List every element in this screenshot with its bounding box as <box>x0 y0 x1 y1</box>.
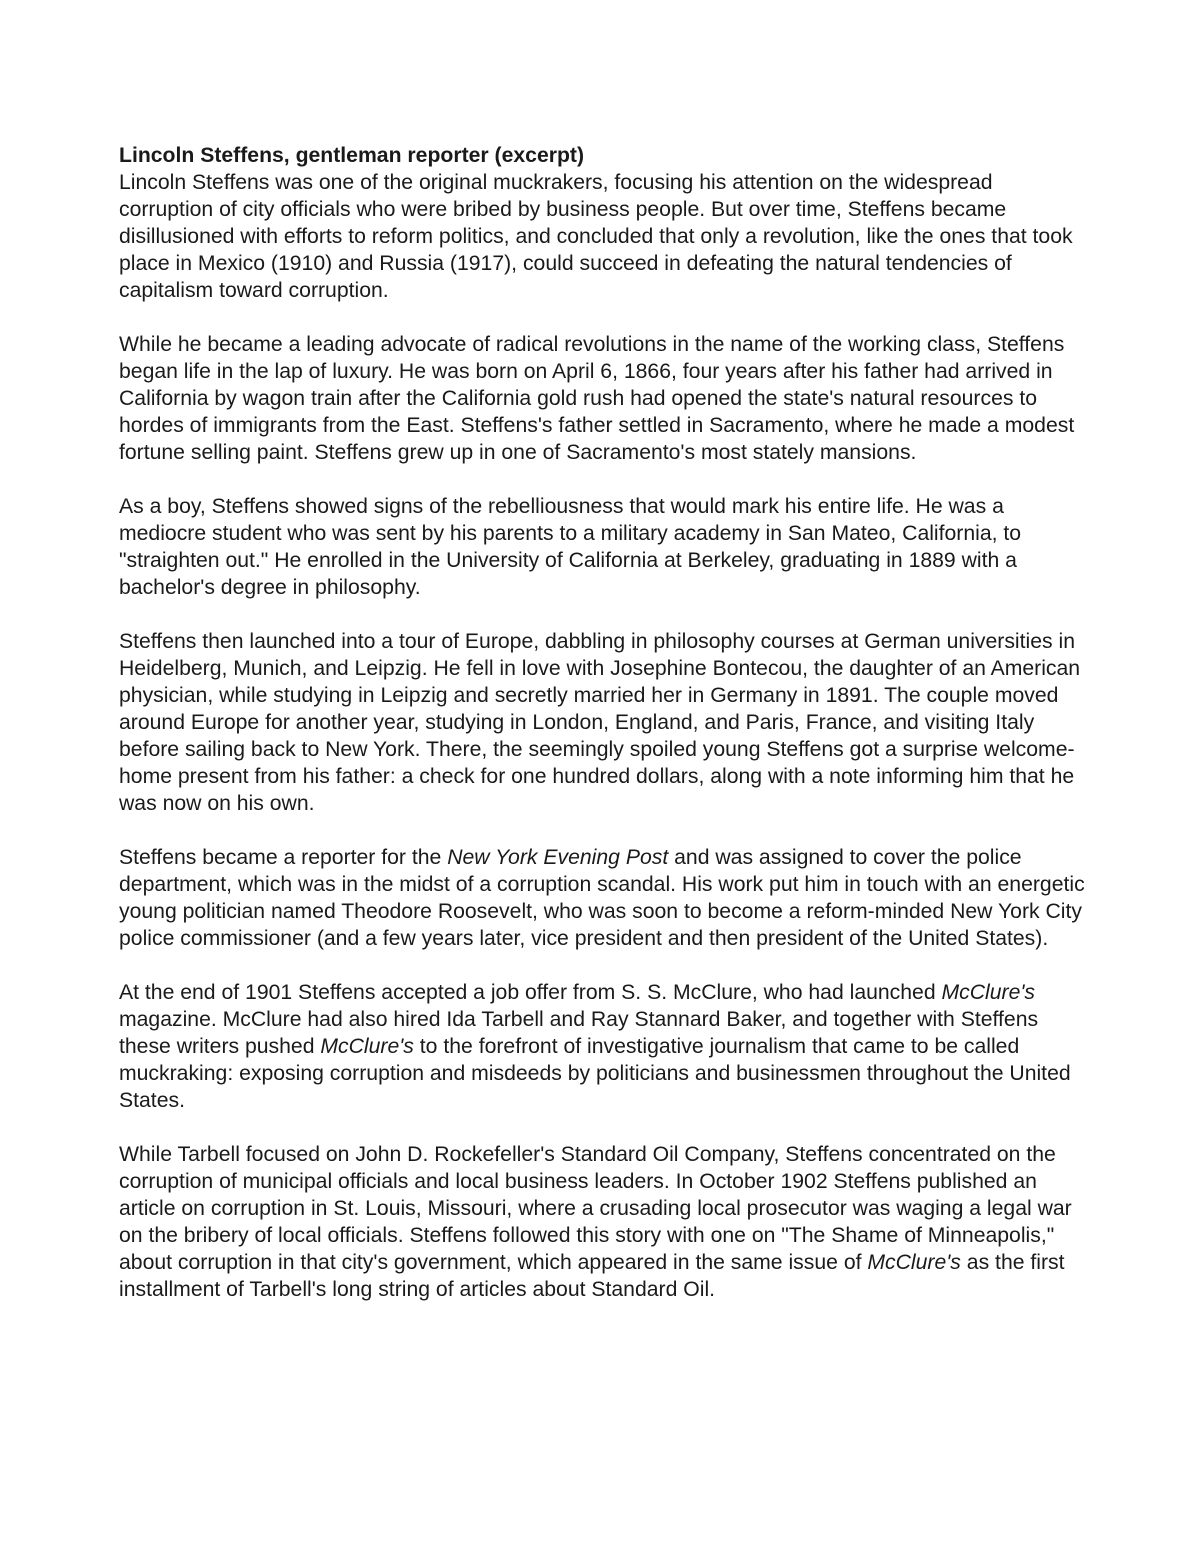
paragraph-7 <box>119 1141 1085 1303</box>
paragraph-5-text-a: Steffens became a reporter for the <box>119 846 448 869</box>
paragraph-7-italic-title: McClure's <box>867 1251 961 1274</box>
paragraph-4: Steffens then launched into a tour of Europe, dabbling in philosophy courses at German universities in Heidelberg, Munich, and Leipzig. He fell in love with Josephine Bontecou, the daughter of an American physician, while studying in Leipzig and secretly married her in Germany in 1891. The couple moved around Europe for another year, studying in London, England, and Paris, France, and visiting Italy before sailing back to New York. There, the seemingly spoiled young Steffens got a surprise welcome-home present from his father: a check for one hundred dollars, along with a note informing him that he was now on his own. <box>119 630 1081 815</box>
paragraph-6-text-a: At the end of 1901 Steffens accepted a job offer from S. S. McClure, who had launched <box>119 981 942 1004</box>
paragraph-6-italic-title-2: McClure's <box>320 1035 414 1058</box>
paragraph-5-italic-title: New York Evening Post <box>447 846 669 869</box>
paragraph-7-text-a: While Tarbell focused on John D. Rockefeller's Standard Oil Company, Steffens concentrated on the corruption of municipal officials and local business leaders. In October 1902 Steffens published an article on corruption in St. Louis, Missouri, where a crusading local prosecutor was waging a legal war on the bribery of local officials. Steffens followed this story with one on "The Shame of Minneapolis," about corruption in that city's government, which appeared in the same issue of <box>119 1143 1072 1274</box>
paragraph-6 <box>119 979 1085 1114</box>
paragraph-6-italic-title-1: McClure's <box>941 981 1036 1004</box>
paragraph-5 <box>119 844 1085 952</box>
paragraph-6-text-c: to the forefront of investigative journalism that came to be called muckraking: exposing corruption and misdeeds by politicians and businessmen throughout the United States. <box>119 1035 1071 1112</box>
paragraph-1: Lincoln Steffens was one of the original muckrakers, focusing his attention on the widespread corruption of city officials who were bribed by business people. But over time, Steffens became disillusioned with efforts to reform politics, and concluded that only a revolution, like the ones that took place in Mexico (1910) and Russia (1917), could succeed in defeating the natural tendencies of capitalism toward corruption. <box>119 171 1073 302</box>
paragraph-2: While he became a leading advocate of radical revolutions in the name of the working class, Steffens began life in the lap of luxury. He was born on April 6, 1866, four years after his father had arrived in California by wagon train after the California gold rush had opened the state's natural resources to hordes of immigrants from the East. Steffens's father settled in Sacramento, where he made a modest fortune selling paint. Steffens grew up in one of Sacramento's most stately mansions. <box>119 333 1075 464</box>
document-body <box>119 142 1085 1330</box>
paragraph-3: As a boy, Steffens showed signs of the rebelliousness that would mark his entire life. He was a mediocre student who was sent by his parents to a military academy in San Mateo, California, to "straighten out." He enrolled in the University of California at Berkeley, graduating in 1889 with a bachelor's degree in philosophy. <box>119 495 1022 599</box>
document-title: Lincoln Steffens, gentleman reporter (excerpt) <box>119 144 585 167</box>
paragraph-7-text-b: as the first installment of Tarbell's long string of articles about Standard Oil. <box>119 1251 1065 1301</box>
paragraph-5-text-b: and was assigned to cover the police department, which was in the midst of a corruption scandal. His work put him in touch with an energetic young politician named Theodore Roosevelt, who was soon to become a reform-minded New York City police commissioner (and a few years later, vice president and then president of the United States). <box>119 846 1085 950</box>
paragraph-6-text-b: magazine. McClure had also hired Ida Tarbell and Ray Stannard Baker, and together with Steffens these writers pushed <box>119 1008 1039 1058</box>
